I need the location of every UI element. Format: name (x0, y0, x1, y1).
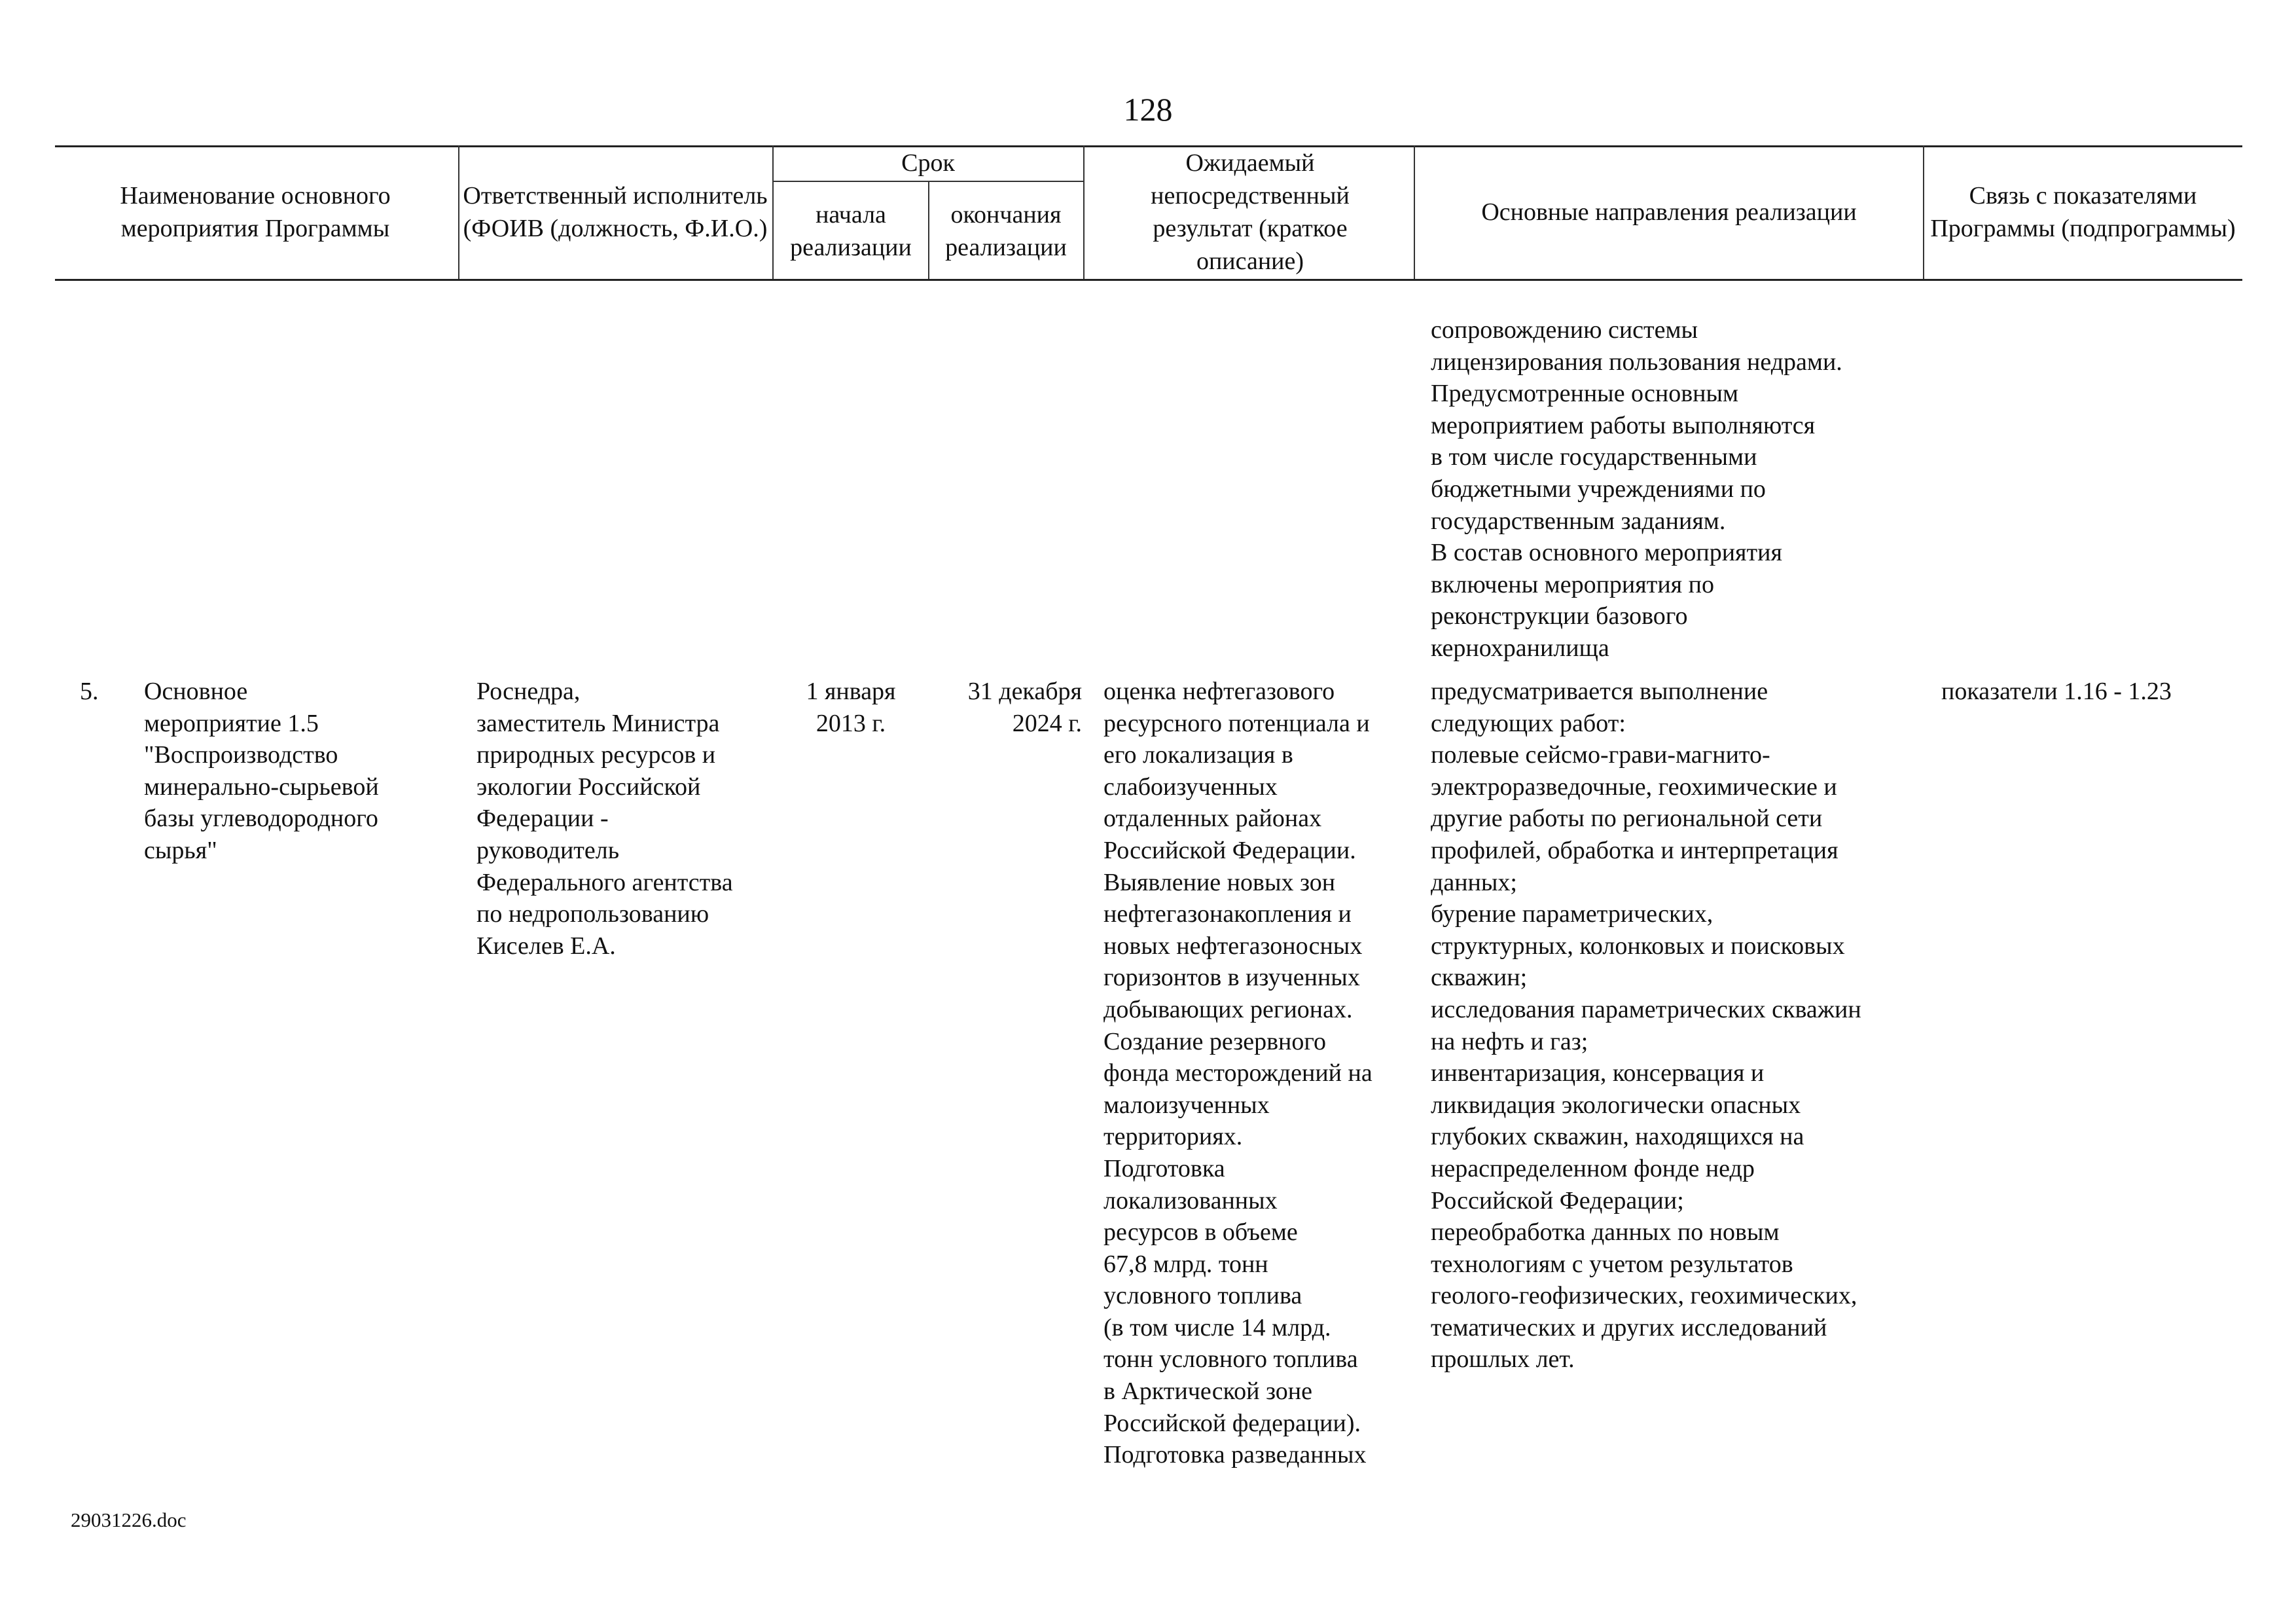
page-number: 128 (1123, 91, 1173, 128)
header-executor: Ответственный исполнитель (ФОИВ (должность, Ф.И.О.) (463, 182, 768, 242)
header-divider (1083, 145, 1085, 279)
row-name: Основное мероприятие 1.5 "Воспроизводство минерально-сырьевой базы углеводородного сырья" (144, 678, 379, 864)
table-header-bottom-rule (55, 279, 2242, 281)
row-number: 5. (80, 678, 99, 705)
header-divider (928, 181, 929, 279)
row-start-date: 1 января 2013 г. (806, 678, 896, 737)
row-executor: Роснедра, заместитель Министра природных ресурсов и экологии Российской Федерации - руководитель Федерального агентства по недропользованию Киселев Е.А. (476, 678, 733, 960)
row-result: оценка нефтегазового ресурсного потенциала и его локализация в слабоизученных отдаленных районах Российской Федерации. Выявление новых зон нефтегазонакопления и новых нефтегазоносных горизонтов в изученных добывающих регионах. Создание резервного фонда месторождений на малоизученных территориях. Подготовка локализованных ресурсов в объеме 67,8 млрд. тонн условного топлива (в том числе 14 млрд. тонн условного топлива в Арктической зоне Российской федерации). Подготовка разведанных (1103, 678, 1372, 1469)
header-directions: Основные направления реализации (1481, 198, 1857, 226)
header-divider (1923, 145, 1924, 279)
header-link: Связь с показателями Программы (подпрограммы) (1930, 182, 2236, 242)
header-divider (1414, 145, 1415, 279)
header-divider (458, 145, 459, 279)
row-link: показатели 1.16 - 1.23 (1941, 678, 2172, 705)
term-subheader-rule (772, 181, 1083, 182)
continuation-directions-text: сопровождению системы лицензирования пользования недрами. Предусмотренные основным мероприятием работы выполняются в том числе государственными бюджетными учреждениями по государственным заданиям. В состав основного мероприятия включены мероприятия по реконструкции базового кернохранилища (1431, 316, 1842, 662)
header-end: окончания реализации (945, 201, 1067, 261)
row-directions: предусматривается выполнение следующих работ: полевые сейсмо-грави-магнито- электроразведочные, геохимические и другие работы по региональной сети профилей, обработка и интерпретация данных; бурение параметрических, структурных, колонковых и поисковых скважин; исследования параметрических скважин на нефть и газ; инвентаризация, консервация и ликвидация экологически опасных глубоких скважин, находящихся на нераспределенном фонде недр Российской Федерации; переобработка данных по новым технологиям с учетом результатов геолого-геофизических, геохимических, тематических и других исследований прошлых лет. (1431, 678, 1861, 1374)
header-name: Наименование основного мероприятия Программы (120, 182, 391, 242)
header-result: Ожидаемый непосредственный результат (краткое описание) (1151, 149, 1350, 275)
header-start: начала реализации (790, 201, 912, 261)
header-term: Срок (901, 149, 955, 177)
row-end-date: 31 декабря 2024 г. (967, 678, 1082, 737)
footer-filename: 29031226.doc (71, 1508, 187, 1531)
